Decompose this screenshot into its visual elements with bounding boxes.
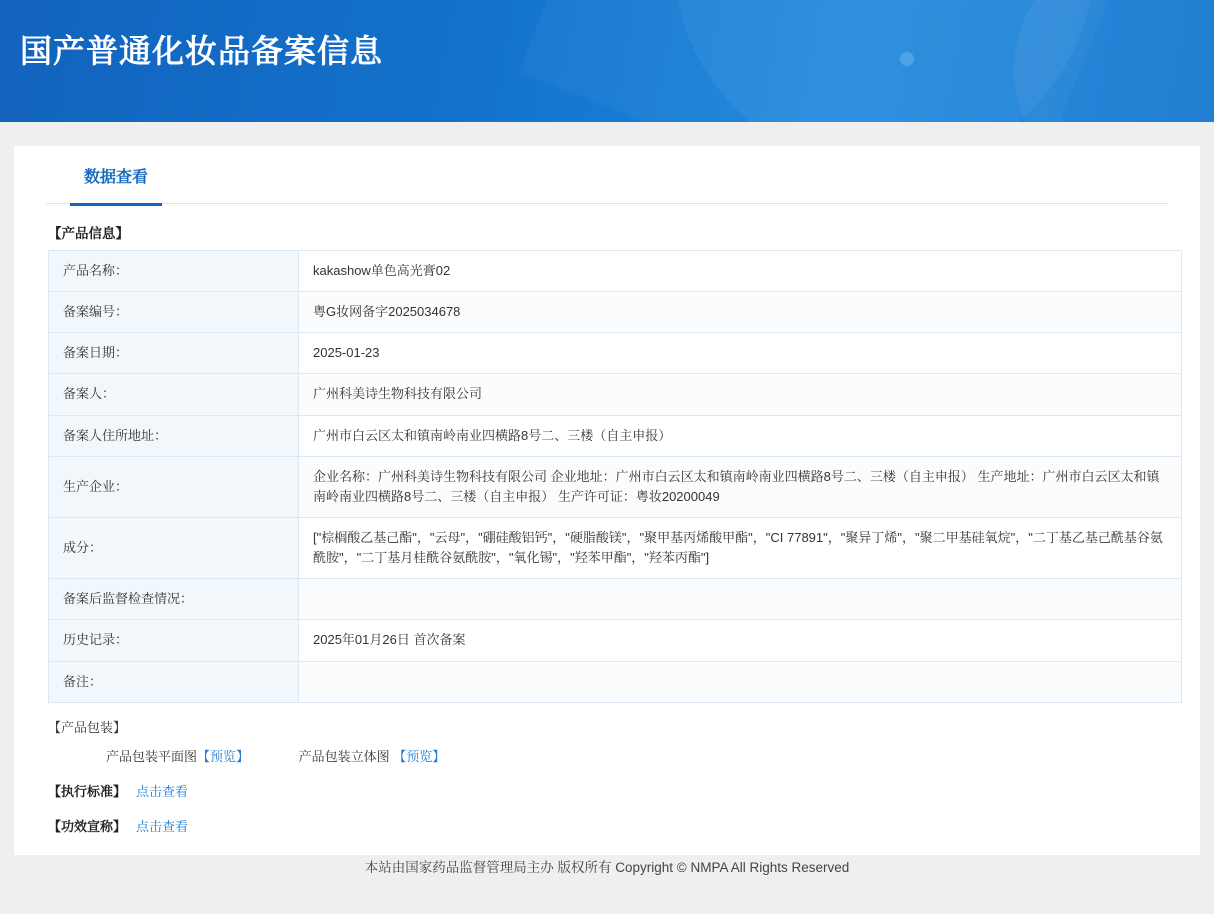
table-row <box>49 661 1182 702</box>
packaging-3d-preview-link[interactable]: 【预览】 <box>393 748 446 764</box>
packaging-item-flat <box>106 746 249 765</box>
row-value: 广州科美诗生物科技有限公司 <box>299 374 1182 415</box>
table-row <box>49 579 1182 620</box>
row-value: 2025年01月26日 首次备案 <box>299 620 1182 661</box>
row-label: 生产企业： <box>49 456 299 517</box>
efficacy-claim-row <box>48 816 1200 835</box>
packaging-flat-label: 产品包装平面图 <box>106 748 198 764</box>
row-label: 历史记录： <box>49 620 299 661</box>
row-value <box>299 579 1182 620</box>
table-row <box>49 374 1182 415</box>
row-value: 企业名称：广州科美诗生物科技有限公司 企业地址：广州市白云区太和镇南岭南业四横路8号二、三楼（自主申报） 生产地址：广州市白云区太和镇南岭南业四横路8号二、三楼（自主申报） 生产许可证：粤妆20200049 <box>299 456 1182 517</box>
tab-bar <box>46 146 1168 204</box>
page-footer: 本站由国家药品监督管理局主办 版权所有 Copyright © NMPA All Rights Reserved <box>364 860 850 875</box>
tab-data-view[interactable]: 数据查看 <box>70 164 162 206</box>
table-row <box>49 292 1182 333</box>
product-info-table <box>48 250 1182 703</box>
row-value <box>299 661 1182 702</box>
table-row <box>49 415 1182 456</box>
executive-standard-row <box>48 781 1200 800</box>
packaging-item-3d <box>299 746 446 765</box>
row-label: 备案编号： <box>49 292 299 333</box>
row-label: 备案日期： <box>49 333 299 374</box>
row-label: 备案后监督检查情况： <box>49 579 299 620</box>
banner-decoration-dot <box>900 52 914 66</box>
packaging-flat-preview-link[interactable]: 【预览】 <box>197 748 250 764</box>
row-label: 备案人住所地址： <box>49 415 299 456</box>
row-label: 备案人： <box>49 374 299 415</box>
page-title: 国产普通化妆品备案信息 <box>20 33 384 69</box>
table-row <box>49 620 1182 661</box>
row-value: kakashow单色高光膏02 <box>299 251 1182 292</box>
table-row <box>49 517 1182 578</box>
row-value: 粤G妆网备字2025034678 <box>299 292 1182 333</box>
row-value: 广州市白云区太和镇南岭南业四横路8号二、三楼（自主申报） <box>299 415 1182 456</box>
packaging-3d-label: 产品包装立体图 <box>298 748 390 764</box>
page-banner <box>0 0 1214 122</box>
row-label: 成分： <box>49 517 299 578</box>
efficacy-claim-label: 【功效宣称】 <box>48 818 127 834</box>
section-title-packaging: 【产品包装】 <box>48 719 127 735</box>
table-row <box>49 456 1182 517</box>
row-value: 2025-01-23 <box>299 333 1182 374</box>
table-row <box>49 251 1182 292</box>
packaging-items <box>106 746 1200 765</box>
row-label: 产品名称： <box>49 251 299 292</box>
banner-decoration-circle-medium <box>1014 0 1214 122</box>
executive-standard-link[interactable]: 点击查看 <box>136 783 189 799</box>
efficacy-claim-link[interactable]: 点击查看 <box>136 818 189 834</box>
content-card <box>14 146 1200 855</box>
table-row <box>49 333 1182 374</box>
row-value: ["棕榈酸乙基己酯"，"云母"，"硼硅酸铝钙"，"硬脂酸镁"，"聚甲基丙烯酸甲酯"，"CI 77891"，"聚异丁烯"，"聚二甲基硅氧烷"，"二丁基乙基己酰基谷氨酰胺"，"二丁基月桂酰谷氨酰胺"，"氧化锡"，"羟苯甲酯"，"羟苯丙酯"] <box>299 517 1182 578</box>
section-title-product-info: 【产品信息】 <box>48 226 129 241</box>
row-label: 备注： <box>49 661 299 702</box>
executive-standard-label: 【执行标准】 <box>48 783 127 799</box>
